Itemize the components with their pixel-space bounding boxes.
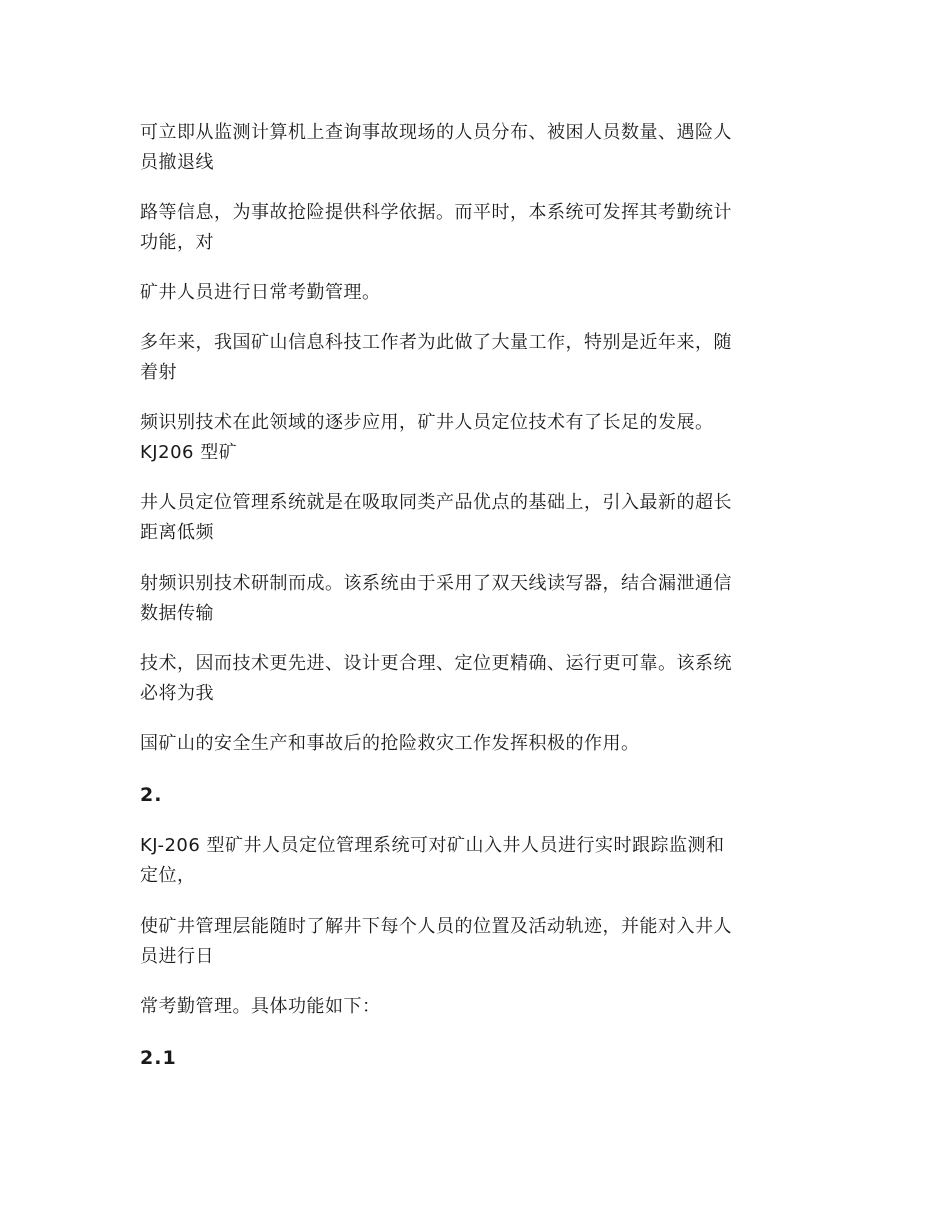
paragraph-line: 必将为我 — [140, 683, 214, 704]
paragraph-8 — [140, 649, 815, 709]
paragraph-11 — [140, 912, 815, 972]
paragraph-line: 井人员定位管理系统就是在吸取同类产品优点的基础上，引入最新的超长 — [140, 492, 732, 513]
paragraph-line: 功能，对 — [140, 232, 214, 253]
paragraph-line: 矿井人员进行日常考勤管理。 — [140, 282, 381, 303]
paragraph-line: 定位， — [140, 865, 196, 886]
paragraph-line: 国矿山的安全生产和事故后的抢险救灾工作发挥积极的作用。 — [140, 733, 640, 754]
paragraph-line: 射频识别技术研制而成。该系统由于采用了双天线读写器，结合漏泄通信 — [140, 573, 732, 594]
paragraph-line: 常考勤管理。具体功能如下： — [140, 996, 381, 1017]
paragraph-line: 数据传输 — [140, 603, 214, 624]
paragraph-line: 距离低频 — [140, 522, 214, 543]
paragraph-3 — [140, 278, 815, 308]
paragraph-10 — [140, 831, 815, 891]
paragraph-5 — [140, 408, 815, 468]
paragraph-4 — [140, 328, 815, 388]
paragraph-line: 频识别技术在此领域的逐步应用，矿井人员定位技术有了长足的发展。 — [140, 412, 714, 433]
paragraph-line: 可立即从监测计算机上查询事故现场的人员分布、被困人员数量、遇险人 — [140, 122, 732, 143]
paragraph-line: 多年来，我国矿山信息科技工作者为此做了大量工作，特别是近年来，随 — [140, 332, 732, 353]
paragraph-line: 路等信息，为事故抢险提供科学依据。而平时，本系统可发挥其考勤统计 — [140, 202, 732, 223]
paragraph-line: 员撤退线 — [140, 152, 214, 173]
paragraph-2 — [140, 198, 815, 258]
paragraph-9 — [140, 729, 815, 759]
paragraph-line: KJ206 型矿 — [140, 442, 238, 463]
section-heading-2-1: 2.1 — [140, 1047, 177, 1069]
paragraph-7 — [140, 569, 815, 629]
paragraph-6 — [140, 488, 815, 548]
paragraph-line: KJ-206 型矿井人员定位管理系统可对矿山入井人员进行实时跟踪监测和 — [140, 835, 725, 856]
paragraph-line: 技术，因而技术更先进、设计更合理、定位更精确、运行更可靠。该系统 — [140, 653, 732, 674]
paragraph-12 — [140, 992, 815, 1022]
paragraph-line: 使矿井管理层能随时了解井下每个人员的位置及活动轨迹，并能对入井人 — [140, 916, 732, 937]
paragraph-line: 着射 — [140, 362, 177, 383]
paragraph-1 — [140, 118, 815, 178]
section-heading-2: 2. — [140, 784, 163, 806]
paragraph-line: 员进行日 — [140, 946, 214, 967]
